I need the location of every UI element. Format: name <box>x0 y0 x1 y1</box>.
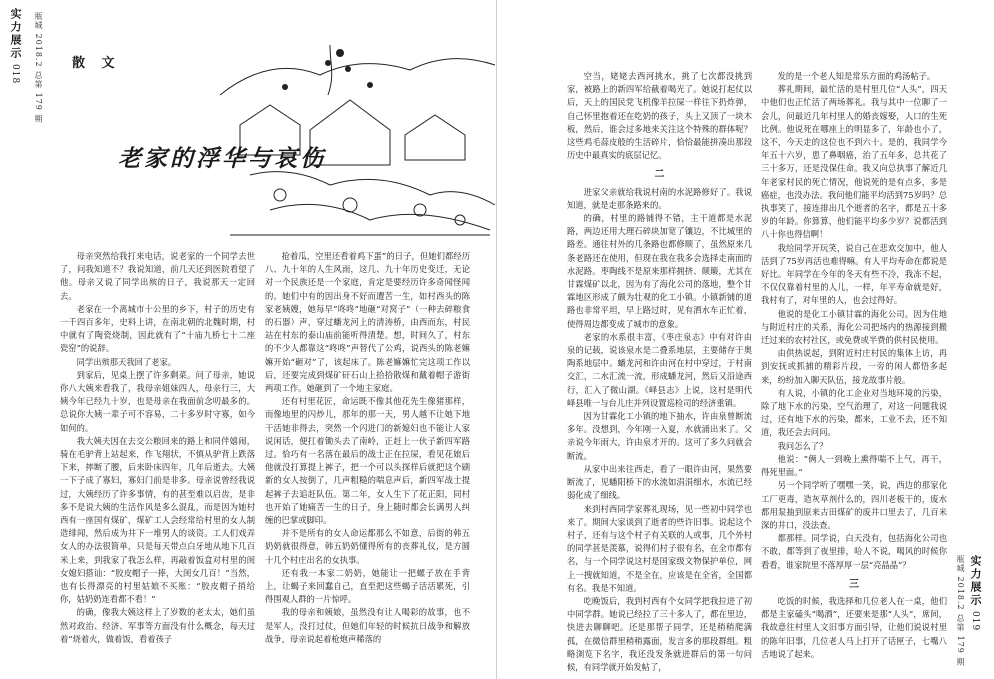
paragraph: 有人说，小镇的化工企业对当地环境的污染，除了地下水的污染，空气治理了，对这一问题我说过，还有地下水的污染，都来，工业不去，还不知道，我还会去问问。 <box>761 387 947 438</box>
right-column-2 <box>761 70 947 665</box>
left-page-number: 018 <box>10 64 20 85</box>
paragraph: 并不是所有的女人命运都那么不如意，后街的韩五奶奶就很得意，韩五奶奶懂得所有的丧葬礼仪，是方圆十几个村庄出名的女执事。 <box>265 528 470 565</box>
paragraph: 空当，姥姥去西河挑水，挑了七次都没挑到家，被路上的新四军给截着喝光了。她说打起仗以后，天上的国民党飞机像羊拉屎一样往下扔炸弹，自己怀里抱着还在吃奶的孩子，头上又顶了一块木板，然后，谁会过多地来关注这个特殊的群体呢？这些鸡毛蒜皮般的生活碎片，恰恰最能拼凑出那段历史中最真实的底层记忆。 <box>567 71 752 161</box>
section-tag: 散 文 <box>72 56 121 71</box>
right-side-strip <box>962 555 988 665</box>
paragraph: 他说的是化工小镇甘霖的海化公司。因为住地与附近村庄的关系，海化公司把场内的热源接到搬迁过来的农村社区，或免费或半费的供村民使用。 <box>761 308 947 346</box>
paragraph: 进家父亲就给我说村南的水泥路修好了。我说知道，就是走那条路来的。 <box>567 186 752 210</box>
left-side-title: 实力展示 <box>9 8 22 60</box>
paragraph: 母亲突然给我打来电话，说老家的一个同学去世了，问我知道不？我说知道，前几天还到医院看望了他。母亲又说了同学出殡的日子，我说那天一定回去。 <box>60 251 255 301</box>
paragraph: 葬礼期间，最忙活的是村里几位“人头”，四天中他们也正忙活了两场葬礼。我与其中一位聊了一会儿，问最近几年村里人的婚丧嫁娶，人口的生死比例。他说死在哪座上的明显多了，年龄也小了，这不，今天走的这位也不到六十。是的，我同学今年五十六岁，患了鼻咽癌，治了五年多，总共花了三十多万，还是没保住命。我又向总执事了解近几年老家村民的死亡情况，他说死的是有点多，多是癌症，也没办法。我问他们能平均活到75岁吗？总执事笑了，接连排出几个逝者的名字，都是五十多岁的年龄。你算算，他们能平均多少岁？说都活到八十你也得信啊！ <box>761 84 947 240</box>
paragraph: 发的是一个老人知是常乐方面的鸡汤帖子。 <box>777 71 936 81</box>
paragraph: 他说：“俩人一到晚上熏得喘不上气，再干，得死里面。” <box>761 453 947 478</box>
right-page-number: 019 <box>970 611 980 632</box>
left-column-2 <box>265 250 470 665</box>
right-page <box>497 0 994 679</box>
paragraph: 还有村里花匠，命运既不像其他花先生像猪那样，而像地里的闪炒儿，那年的那一天，男人越不让她下地干活她非得去，突然一个闪进门的新媳妇也不能让人家说闲话，便扛着锄头去了南岭，正赶上一伙子新四军路过。恰巧有一名落在最后的战士正在拉屎，看见花娘后他就没打算提上裤子，把一个可以头探样后就把这个刷新的女人按倒了，几声粗糙的喘息声后，新四军战士提起裤子去追赶队伍。第二年，女人生下了花正阳，同村也开始了她痛苦一生的日子，身上随时都会长满男人纠缠的巴掌或脚印。 <box>265 396 470 526</box>
left-journal-info: 瓶城 2018.2 总第 179 期 <box>34 12 43 124</box>
paragraph: 因为甘霖化工小镇的地下抽水，许由泉曾断流多年。没想到，今年刚一入夏，水就涌出来了。父亲说今年雨大，许由泉才开的。这可了多久问就会断流。 <box>567 411 752 461</box>
paragraph: 到家后，见桌上摆了许多剩菜。问了母亲，她说你八大姨来看我了，我母亲姐妹四人，母亲行三，大姨今年已经九十岁，也是母亲在我面前念叨最多的。总说你大姨一辈子可不容易，二十多岁时守寡，如今如何的。 <box>60 369 255 433</box>
paragraph: 还有我一本家二奶奶，她能让一把螺子放在手背上，让蝎子来回蠢自己，直至把这些蝎子活活累死，引得围观人群的一片惊呼。 <box>265 567 470 605</box>
article-title: 老家的浮华与哀伤 <box>118 145 326 172</box>
paragraph: 来到村西同学家葬礼现场，见一些初中同学也来了。期间大家谈到了逝者的些许旧事。说起这个村子，还有与这个村子有关联的人或事，几个外村的同学甚是羡慕，说得们村子很有名，在全市都有名，与一个同学说这村是国家级文物保护单位，网上一搜就知道，不是全在，应该是在全省，全国都有名。我是不知道。 <box>567 503 752 593</box>
left-column-1 <box>60 250 255 665</box>
right-journal-info: 瓶城 2018.2 总第 179 期 <box>956 555 965 667</box>
paragraph: 老家在一个离城市十公里的乡下，村子的历史有一千四百多年，史料上讲，在南北朝的北魏时期，村中就有了陶瓷烧制，因此就有了“十庙九桥七十二座瓷窑”的说辞。 <box>60 303 255 354</box>
paragraph: 都那样。同学说，白天没有，包括海化公司也不敢，都等到了夜里排，哈人不说，喝风的时候你看看，谁家院里不落厚厚一层“亮晶晶”？ <box>761 533 947 570</box>
paragraph: 我大姨夫因在去交公粮回来的路上和同伴嬉闹，骑在毛驴背上站起来，作飞翔状，不慎从驴背上跌落下来，摔断了腰，后来卧床四年，几年后逝去。大姨一下子成了寡妇，寡妇门前是非多。母亲说曾经我说过，大姨经历了许多事情，有的甚至难以启齿，是非多不是说大姨的生活作风是多么混乱，而是因为她村西有一座国有煤矿，煤矿工人会经常给村里的女人制造绯闻，然后成为井下一堆男人的谈资。工人们戏弄女人的办法很简单，只是每天带点白牙地从地下几百米上来，到我家了我怎么样，再敲着饭盒对村里的闺女媳妇搭讪：“胶皮帽子一捧，大闺女几百！”当然，也有长得漂亮的村里姑娘不买账：“胶皮帽子捎给你，姑奶奶连看都不看！” <box>60 435 255 605</box>
paragraph: 我给同学开玩笑，说自己在悲欢交加中，他人活到了75岁再活也难得嘛。有人平均寿命在都说是好比。年同学在今年的冬天有些不冷，我冻不起，不仅仅靠着村里的人儿，一样，年平寿命就是好，我村有了，对年里的人，也会过得好。 <box>761 242 947 306</box>
paragraph: 从家中出来往西走，看了一眼许由河，果然要断流了，见蟠阳桥下的水流如涓涓细水，水流已经弱化成了细线。 <box>567 463 752 501</box>
paragraph: 我问怎么了？ <box>777 440 828 451</box>
paragraph: 的确，村里的路铺得不错，主干道都是水泥路，两边还用大理石碎块加宽了镶边，不比城里的路差。通往村外的几条路也都修顺了，虽然原来几条老路还在使用，但现在我在我多会选择走南面的水泥路。枣陶线不是原来那样拥挤、颠簸，尤其在甘霖煤矿以北，因为有了海化公司的落地，整个甘霖地区形成了颇为壮观的化工小镇。小镇新铺的道路也非常平坦，早上路过时，见有洒水车正忙着，使得周边都变成了城市的意象。 <box>567 213 752 329</box>
paragraph: 吃饭的时候，我选择和几位老人在一桌，他们都是主家磕头“喝酒”，还要来是那“人头”，席间，我故意往村里人文旧事方面引导，让他们说说村里的陈年旧事，几位老人马上打开了话匣子，七嘴八舌地说了起来。 <box>761 595 947 659</box>
right-side-title: 实力展示 <box>969 555 982 607</box>
section-mark-two: 二 <box>654 169 665 181</box>
paragraph: 由供热说起，到附近村庄村民的集体上访，再到安抚或抓捕的精彩片段，一旁的闲人都悟多起来，纷纷加入聊天队伍，接龙故事片般。 <box>761 348 947 385</box>
paragraph: 老家的水系很丰富，《枣庄泉志》中有对许由泉的记载，说该泉水是二叠系地层，主要储存于奥陶系地层中。蟠龙河和许由河在村中穿过，于村南交汇，二水汇流一流，形成蟠龙河，然后又沿途西行，汇入了微山湖。《峄县志》上说，这村是明代峄县唯一与台儿庄并列设置巡检司的经济重镇。 <box>567 331 752 408</box>
paragraph: 的确，像我大姨这样上了岁数的老太太，她们虽然对政治、经济、军事等方面没有什么概念，每天过着“烧着火，做着饭，看着孩子 <box>60 607 255 644</box>
paragraph: 吃晚饭后，我到村西有个女同学把我拉进了初中同学群。她说已经拉了三十多人了，都在里边，快进去聊聊吧。还是那帮子同学，还是稍稍爬满孤，在微信群里稍稍露面，发言多的那段群组。粗略浏览下名字，我还没发条就进群后的第一句问候，有同学就开始发帖了， <box>567 595 752 672</box>
section-mark-three: 三 <box>849 578 859 590</box>
paragraph: 我的母亲和姨娘，虽然没有让人喝彩的故事，也不是军人，没打过仗，但她们年轻的时候抗日战争和解放战争，母亲说起着枪炮声稀落的 <box>265 607 470 644</box>
paragraph: 另一个同学听了嘿嘿一笑，说，西边的那家化工厂更毒，造灰草剂什么的，四川老板干的，废水都用泵抽到原来古田煤矿的废井口里去了，几百米深的井口，没法查。 <box>761 480 947 530</box>
right-column-1 <box>567 70 752 672</box>
left-side-strip <box>2 8 28 118</box>
paragraph: 抢着瓜，空里还看着鸡下蛋”的日子，但她们都经历八、九十年的人生风雨，这几、九十年历史变迁，无论对一个民族还是一个家庭，肯定是要经历许多奇闻怪闻的。她们中有的因出身不好而遭苦一生，如村西头的陈家老姨嫂，她每早“咚咚”地砸“对窝子”（一种去碎粮食的石器）声，穿过蟠龙河上的清涛桥，由西而东，村民站在村东的泰山庙前能听得清楚。想，时间久了，村东的不少人都靠这“咚咚”声替代了公鸡，说西头的陈老嫲嫲开始“砸对”了，该起床了。陈老嫲嫲忙完这项工作以后，还要完成到煤矿矸石山上拾拾散煤和戴着帽子游街两项工作。她砸到了一个地主家庭。 <box>265 251 470 394</box>
paragraph: 同学出殡那天我回了老家。 <box>76 356 177 367</box>
